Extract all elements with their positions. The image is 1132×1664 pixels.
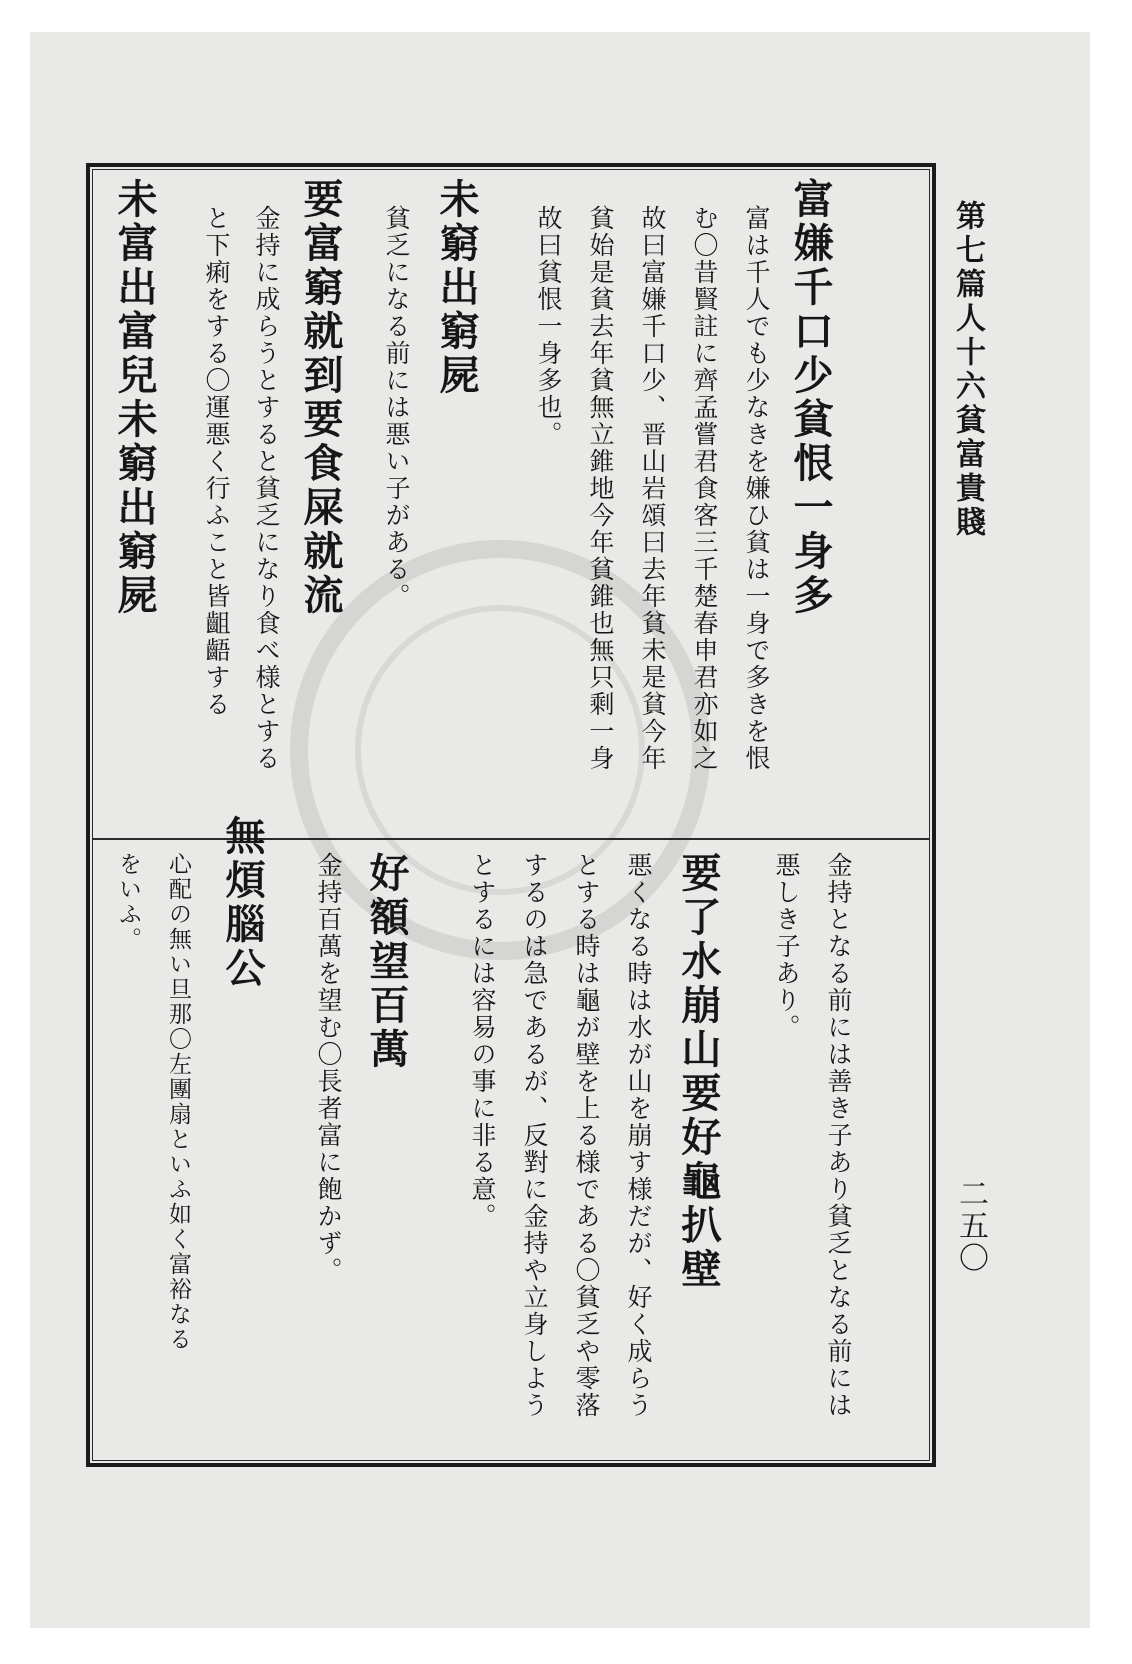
explanation-4-line-1: 金持となる前には善き子あり貧乏となる前には xyxy=(824,852,853,1419)
explanation-1-line-4: 貧始是貧去年貧無立錐地今年貧錐也無只剩一身 xyxy=(586,205,615,772)
explanation-3-line-1: 金持に成らうとすると貧乏になり食べ様とする xyxy=(252,205,281,772)
explanation-3-line-2: と下痢をする〇運悪く行ふこと皆齟齬する xyxy=(202,205,231,718)
explanation-1-line-5: 故曰貧恨一身多也。 xyxy=(534,205,563,448)
proverb-1: 富嫌千口少貧恨一身多 xyxy=(787,178,834,618)
proverb-5: 要了水崩山要好龜扒壁 xyxy=(675,852,722,1292)
explanation-7-line-2: をいふ。 xyxy=(115,852,141,952)
explanation-6-line-1: 金持百萬を望む〇長者富に飽かず。 xyxy=(314,852,343,1284)
explanation-5-line-4: とするには容易の事に非る意。 xyxy=(468,852,497,1230)
proverb-2: 未窮出窮屍 xyxy=(433,178,480,398)
explanation-2-line-1: 貧乏になる前には悪い子がある。 xyxy=(382,205,411,610)
explanation-1-line-1: 富は千人でも少なきを嫌ひ貧は一身で多きを恨 xyxy=(742,205,771,772)
proverb-4: 未富出富兒未窮出窮屍 xyxy=(111,178,158,618)
proverb-7: 無煩腦公 xyxy=(219,815,266,991)
explanation-5-line-2: とする時は龜が壁を上る様である〇貧乏や零落 xyxy=(572,852,601,1419)
explanation-4-line-2: 悪しき子あり。 xyxy=(772,852,801,1041)
explanation-5-line-1: 悪くなる時は水が山を崩す様だが、好く成らう xyxy=(624,852,653,1419)
page-number: 二五〇 xyxy=(953,1178,988,1274)
running-head: 第七篇人十六貧富貴賤 xyxy=(950,200,985,540)
explanation-7-line-1: 心配の無い旦那〇左團扇といふ如く富裕なる xyxy=(165,852,191,1352)
explanation-1-line-3: 故曰富嫌千口少、晋山岩頌曰去年貧未是貧今年 xyxy=(638,205,667,772)
proverb-3: 要富窮就到要食屎就流 xyxy=(297,178,344,618)
explanation-5-line-3: するのは急であるが、反對に金持や立身しよう xyxy=(520,852,549,1419)
explanation-1-line-2: む〇昔賢註に齊孟嘗君食客三千楚春申君亦如之 xyxy=(690,205,719,772)
proverb-6: 好額望百萬 xyxy=(363,852,410,1072)
section-divider xyxy=(92,838,930,840)
